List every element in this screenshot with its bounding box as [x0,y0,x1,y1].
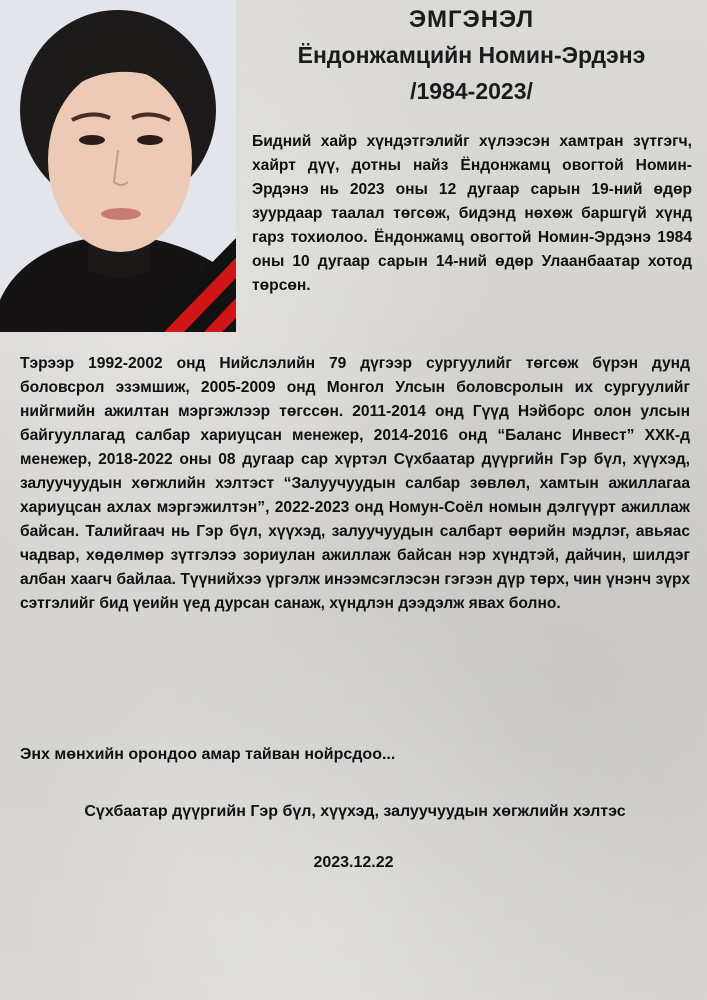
signature-organization: Сүхбаатар дүүргийн Гэр бүл, хүүхэд, залуучуудын хөгжлийн хэлтэс [84,803,626,820]
farewell-line: Энх мөнхийн орондоо амар тайван нойрсдоо... [20,746,396,763]
biography-paragraph: Тэрээр 1992-2002 онд Нийслэлийн 79 дүгээр сургуулийг төгсөж бүрэн дунд боловсрол эзэмшиж, 2005-2009 онд Монгол Улсын боловсролын их сургуулийг нийгмийн ажилтан мэргэжлээр төгссөн. 2011-2014 онд Гүүд Нэйборс олон улсын байгууллагад салбар хариуцсан менежер, 2014-2016 онд “Баланс Инвест” ХХК-д менежер, 2018-2022 оны 08 дугаар сар хүртэл Сүхбаатар дүүргийн Гэр бүл, хүүхэд, залуучуудын хөгжлийн хэлтэст “Залуучуудын салбар зөвлөл, хамтын ажиллагаа хариуцсан ахлах мэргэжилтэн”, 2022-2023 онд Номун-Соёл номын дэлгүүрт ажиллаж байсан. Талийгаач нь Гэр бүл, хүүхэд, залуучуудын салбарт өөрийн мэдлэг, авьяас чадвар, хөдөлмөр зүтгэлээ зориулан ажиллаж байсан нэр хүндтэй, дайчин, шилдэг албан хаагч байлаа. Түүнийхээ үргэлж инээмсэглэсэн гэгээн дүр төрх, чин үнэнч зүрх сэтгэлийг бид үеийн үед дурсан санаж, хүндлэн дээдэлж явах болно. [20,355,690,612]
deceased-name: Ёндонжамцийн Номин-Эрдэнэ [297,42,646,68]
obituary-label: ЭМГЭНЭЛ [408,6,535,33]
portrait-photo [0,0,236,332]
publication-date: 2023.12.22 [313,854,394,871]
intro-paragraph: Бидний хайр хүндэтгэлийг хүлээсэн хамтран зүтгэгч, хайрт дүү, дотны найз Ёндонжамц овогтой Номин-Эрдэнэ нь 2023 оны 12 дугаар сарын 19-ний өдөр зуурдаар таалал төгсөж, бидэнд нөхөж баршгүй хүнд гарз тохиолоо. Ёндонжамц овогтой Номин-Эрдэнэ 1984 оны 10 дугаар сарын 14-ний өдөр Улаанбаатар хотод төрсөн. [252,133,692,294]
portrait-photo-icon [0,0,236,332]
life-years: /1984-2023/ [410,78,533,104]
